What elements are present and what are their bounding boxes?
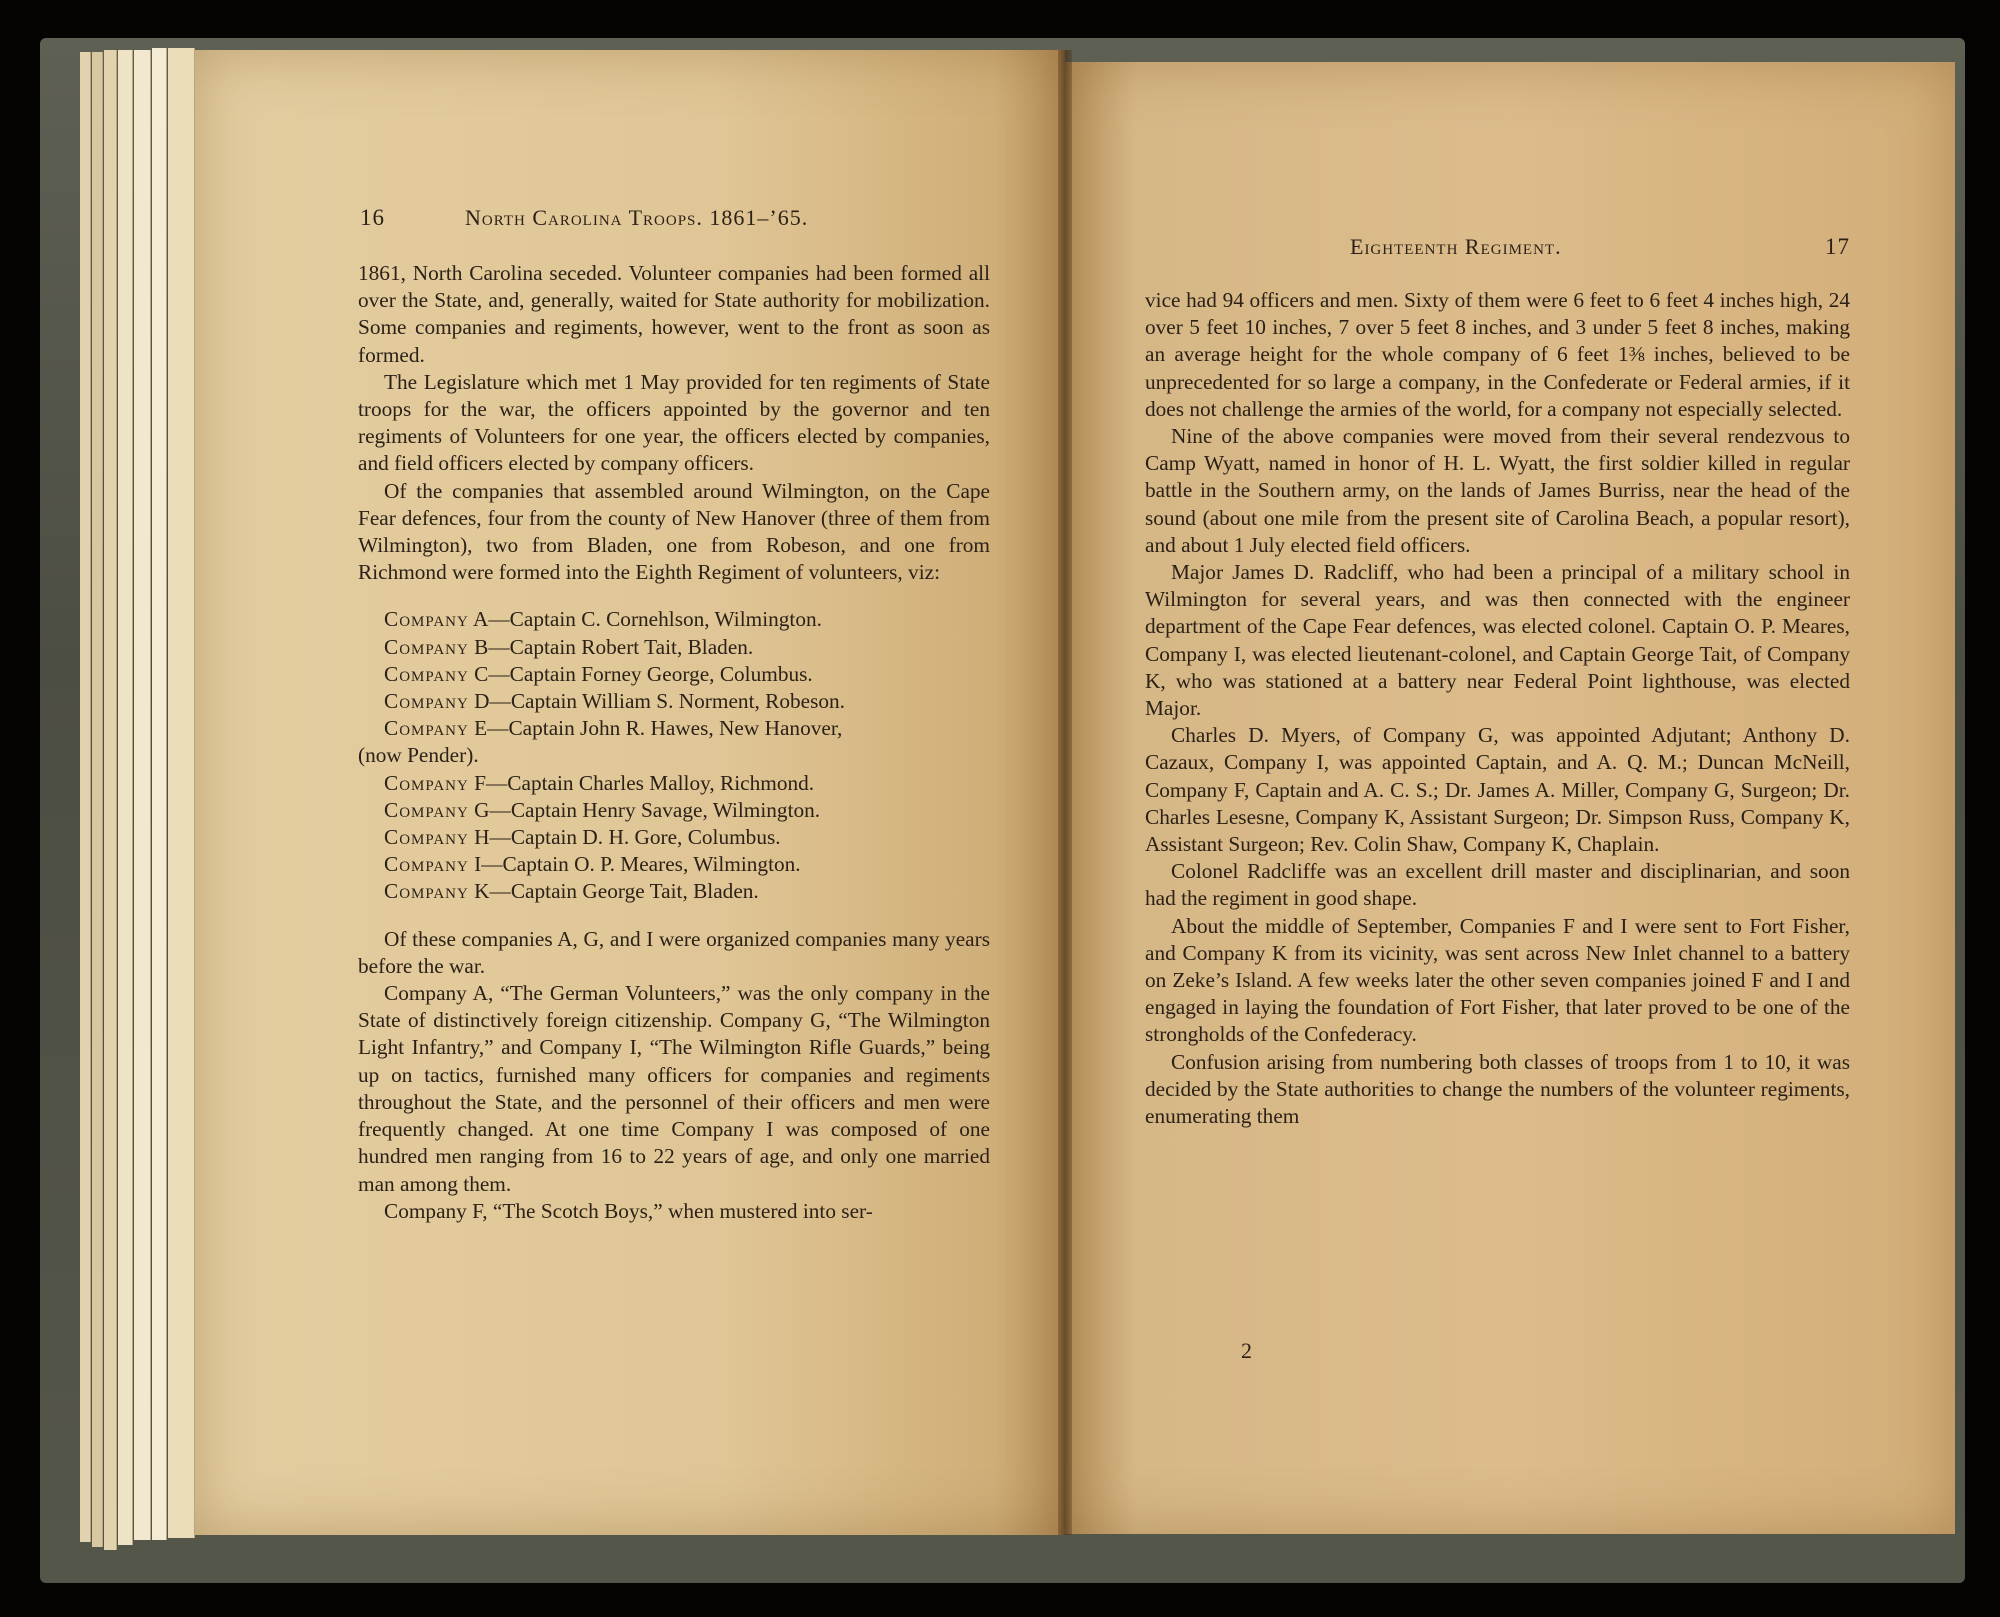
paragraph: Nine of the above companies were moved from their several rendezvous to Camp Wyatt, named in honor of H. L. Wyatt, the first soldier killed in regular battle in the Southern army, on the lands of James Burriss, near the head of the sound (about one mile from the present site of Carolina Beach, a popular resort), and about 1 July elected field officers.: [1145, 424, 1850, 557]
paragraph: Of these companies A, G, and I were organized companies many years before the war.: [358, 926, 990, 978]
list-item: Company E—Captain John R. Hawes, New Hanover,: [384, 716, 843, 741]
page-edges: [168, 48, 195, 1538]
list-item: Company H—Captain D. H. Gore, Columbus.: [384, 825, 781, 850]
left-page: [195, 50, 1065, 1535]
paragraph: Of the companies that assembled around Wilmington, on the Cape Fear defences, four from the county of New Hanover (three of them from Wilmington), two from Bladen, one from Robeson, and one from Richmond were formed into the Eighth Regiment of volunteers, viz:: [358, 478, 990, 585]
right-page-number: 17: [1825, 234, 1850, 259]
paragraph: 1861, North Carolina seceded. Volunteer companies had been formed all over the State, and, generally, waited for State authority for mobilization. Some companies and regiments, however, went to the front as soon as formed.: [358, 261, 990, 367]
list-item: Company F—Captain Charles Malloy, Richmond.: [384, 770, 815, 795]
paragraph: About the middle of September, Companies F and I were sent to Fort Fisher, and Company K from its vicinity, was sent across New Inlet channel to a battery on Zeke’s Island. A few weeks later the other seven companies joined F and I and engaged in laying the foundation of Fort Fisher, that later proved to be one of the strongholds of the Confederacy.: [1145, 913, 1850, 1047]
left-running-title: North Carolina Troops. 1861–’65.: [465, 205, 809, 230]
page-edges: [152, 48, 167, 1540]
right-running-title: Eighteenth Regiment.: [1350, 234, 1562, 259]
paragraph: Major James D. Radcliff, who had been a principal of a military school in Wilmington for several years, and was then connected with the engineer department of the Cape Fear defences, was elected colonel. Captain O. P. Meares, Company I, was elected lieutenant-colonel, and Captain George Tait, of Company K, who was stationed at a battery near Federal Point lighthouse, was elected Major.: [1145, 560, 1850, 721]
list-item: Company I—Captain O. P. Meares, Wilmington.: [384, 852, 801, 877]
list-item-continuation: (now Pender).: [358, 743, 479, 768]
list-item: Company D—Captain William S. Norment, Robeson.: [384, 689, 845, 714]
list-item: Company A—Captain C. Cornehlson, Wilmington.: [384, 607, 822, 632]
page-edges: [80, 52, 91, 1542]
list-item: Company B—Captain Robert Tait, Bladen.: [384, 634, 754, 659]
paragraph: The Legislature which met 1 May provided for ten regiments of State troops for the war, the officers appointed by the governor and ten regiments of Volunteers for one year, the officers elected by companies, and field officers elected by company officers.: [358, 369, 990, 476]
left-page-number: 16: [360, 205, 385, 230]
paragraph: Colonel Radcliffe was an excellent drill master and disciplinarian, and soon had the regiment in good shape.: [1145, 859, 1850, 911]
list-item: Company C—Captain Forney George, Columbus.: [384, 661, 813, 686]
company-list: [358, 606, 990, 905]
page-edges: [118, 50, 133, 1545]
right-running-head: [1350, 234, 1850, 260]
list-item: Company G—Captain Henry Savage, Wilmington.: [384, 797, 821, 822]
paragraph: Charles D. Myers, of Company G, was appointed Adjutant; Anthony D. Cazaux, Company I, was appointed Captain, and A. Q. M.; Duncan McNeill, Company F, Captain and A. C. S.; Dr. James A. Miller, Company G, Surgeon; Dr. Charles Lesesne, Company K, Assistant Surgeon; Dr. Simpson Russ, Company K, Assistant Surgeon; Rev. Colin Shaw, Company K, Chaplain.: [1145, 723, 1850, 857]
page-edges: [92, 52, 103, 1547]
left-running-head: [360, 205, 1000, 231]
page-edges: [134, 50, 151, 1540]
signature-mark: 2: [1241, 1338, 1252, 1363]
book-gutter: [1058, 50, 1072, 1535]
right-page: [1065, 62, 1955, 1534]
right-text-column: [1145, 287, 1850, 1130]
left-text-column: [358, 260, 990, 1225]
page-edges: [104, 50, 117, 1550]
paragraph: Confusion arising from numbering both classes of troops from 1 to 10, it was decided by the State authorities to change the numbers of the volunteer regiments, enumerating them: [1145, 1049, 1850, 1129]
paragraph: Company A, “The German Volunteers,” was the only company in the State of distinctively foreign citizenship. Company G, “The Wilmington Light Infantry,” and Company I, “The Wilmington Rifle Guards,” being up on tactics, furnished many officers for companies and regiments throughout the State, and the personnel of their officers and men were frequently changed. At one time Company I was composed of one hundred men ranging from 16 to 22 years of age, and only one married man among them.: [358, 981, 990, 1196]
paragraph: Company F, “The Scotch Boys,” when mustered into ser-: [384, 1198, 873, 1223]
list-item: Company K—Captain George Tait, Bladen.: [384, 879, 759, 904]
paragraph: vice had 94 officers and men. Sixty of them were 6 feet to 6 feet 4 inches high, 24 over 5 feet 10 inches, 7 over 5 feet 8 inches, and 3 under 5 feet 8 inches, making an average height for the whole company of 6 feet 1⅜ inches, believed to be unprecedented for so large a company, in the Confederate or Federal armies, if it does not challenge the armies of the world, for a company not especially selected.: [1145, 288, 1850, 421]
